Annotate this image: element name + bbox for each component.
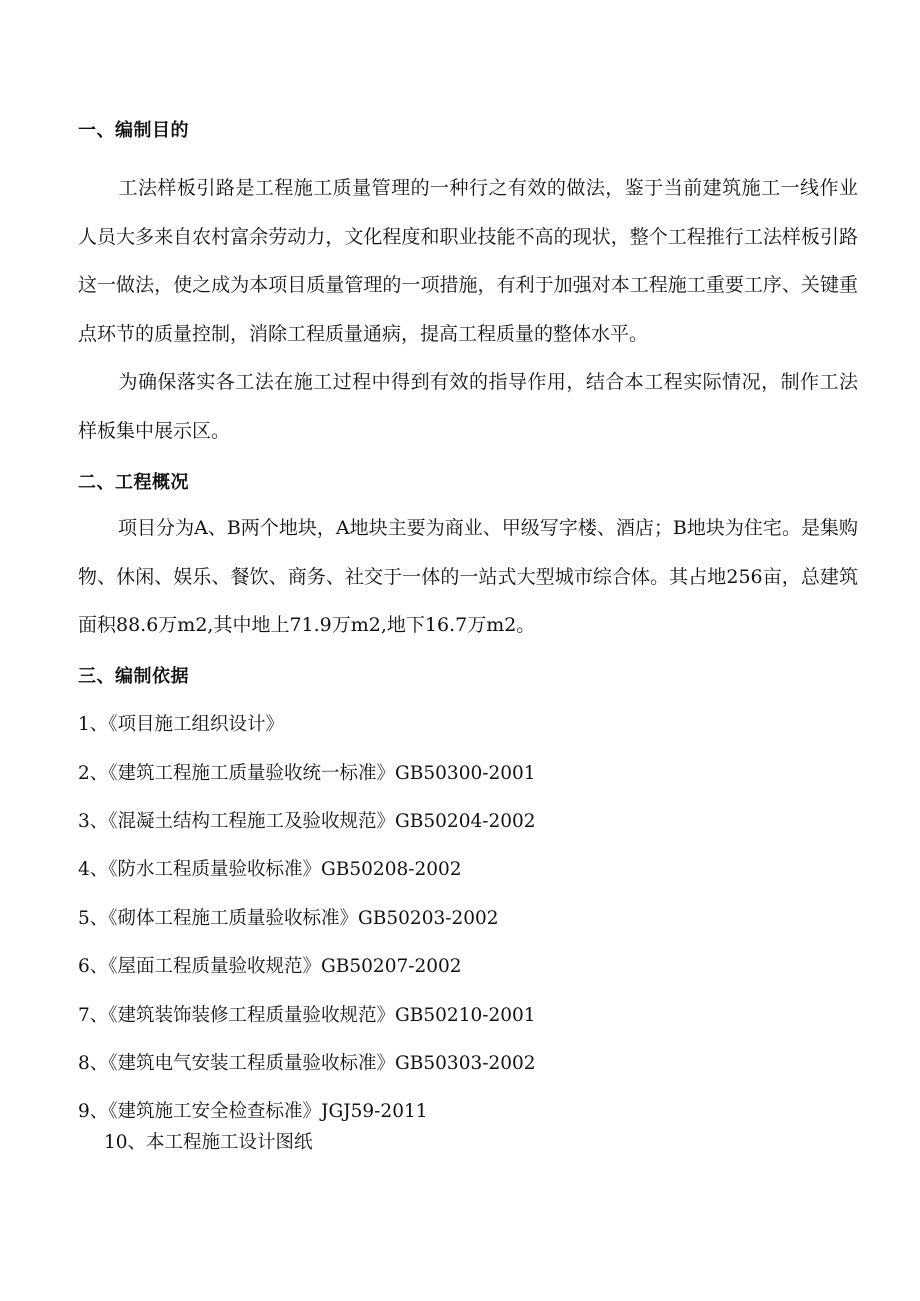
section-heading-basis: 三、编制依据: [78, 666, 189, 687]
basis-list-item: 5、《砌体工程施工质量验收标准》GB50203-2002: [78, 908, 499, 929]
paragraph-purpose-1: [78, 164, 858, 358]
paragraph-overview: [78, 504, 858, 650]
basis-list-item: 10、本工程施工设计图纸: [104, 1132, 313, 1153]
section-heading-overview: 二、工程概况: [78, 472, 189, 493]
basis-list-item: 8、《建筑电气安装工程质量验收标准》GB50303-2002: [78, 1053, 536, 1074]
basis-list-item: 7、《建筑装饰装修工程质量验收规范》GB50210-2001: [78, 1005, 536, 1026]
paragraph-purpose-1-text: 工法样板引路是工程施工质量管理的一种行之有效的做法，鉴于当前建筑施工一线作业人员大多来自农村富余劳动力，文化程度和职业技能不高的现状，整个工程推行工法样板引路这一做法，使之成为本项目质量管理的一项措施，有利于加强对本工程施工重要工序、关键重点环节的质量控制，消除工程质量通病，提高工程质量的整体水平。: [78, 177, 858, 345]
basis-list-item: 3、《混凝土结构工程施工及验收规范》GB50204-2002: [78, 811, 536, 832]
basis-list-item: 2、《建筑工程施工质量验收统一标准》GB50300-2001: [78, 763, 536, 784]
paragraph-purpose-2-text: 为确保落实各工法在施工过程中得到有效的指导作用，结合本工程实际情况，制作工法样板集中展示区。: [78, 371, 858, 442]
paragraph-overview-text: 项目分为A、B两个地块，A地块主要为商业、甲级写字楼、酒店；B地块为住宅。是集购物、休闲、娱乐、餐饮、商务、社交于一体的一站式大型城市综合体。其占地256亩，总建筑面积88.6万m2,其中地上71.9万m2,地下16.7万m2。: [78, 517, 858, 636]
basis-list-item: 1、《项目施工组织设计》: [78, 714, 285, 735]
paragraph-purpose-2: [78, 358, 858, 455]
section-heading-purpose: 一、编制目的: [78, 120, 189, 141]
basis-list-item: 9、《建筑施工安全检查标准》JGJ59-2011: [78, 1101, 428, 1122]
basis-list-item: 6、《屋面工程质量验收规范》GB50207-2002: [78, 956, 462, 977]
basis-list-item: 4、《防水工程质量验收标准》GB50208-2002: [78, 859, 462, 880]
